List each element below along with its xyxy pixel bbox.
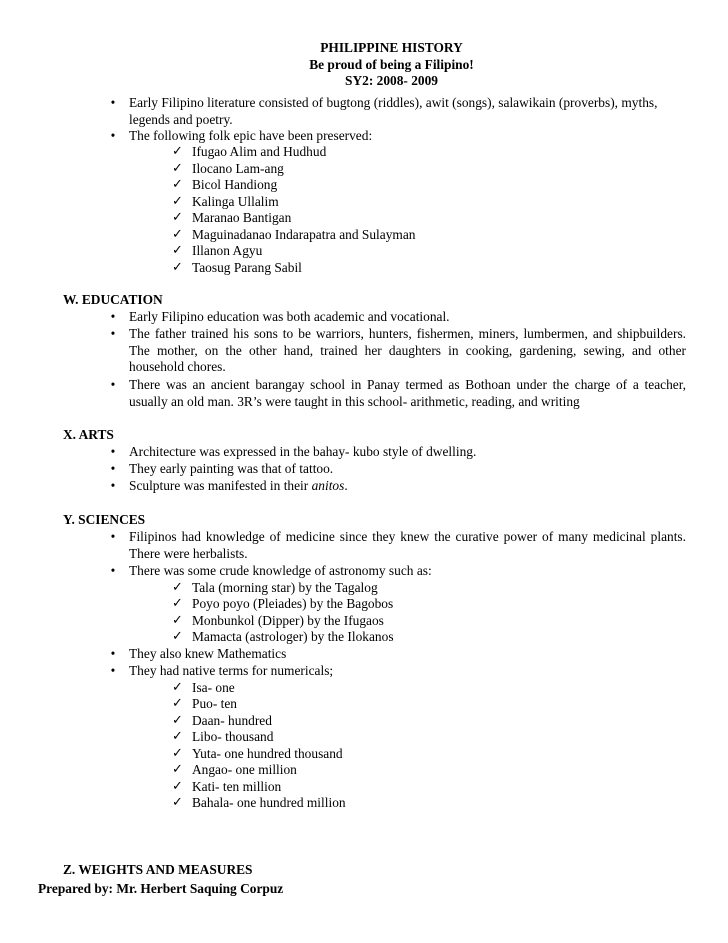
check-icon: ✓	[172, 580, 183, 595]
list-item: Bahala- one hundred million	[192, 795, 346, 810]
document-title: PHILIPPINE HISTORY	[320, 40, 463, 55]
list-item: Libo- thousand	[192, 729, 274, 744]
mathematics-text: They also knew Mathematics	[129, 646, 287, 661]
bullet-icon: •	[110, 444, 116, 459]
check-icon: ✓	[172, 729, 183, 744]
numerals-intro: They had native terms for numericals;	[129, 663, 334, 678]
education-text: There was an ancient barangay school in Panay termed as Bothoan under the charge of a teacher, usually an old man. 3R’s were taught in this school- arithmetic, reading, and writing	[129, 377, 686, 409]
list-item: Angao- one million	[192, 762, 297, 777]
bullet-icon: •	[110, 663, 116, 678]
check-icon: ✓	[172, 613, 183, 628]
section-title-weights: Z. WEIGHTS AND MEASURES	[63, 862, 253, 877]
folk-epic-intro: The following folk epic have been preserved:	[129, 128, 373, 143]
list-item: Kalinga Ullalim	[192, 194, 279, 209]
sculpture-prefix: Sculpture was manifested in their	[129, 478, 312, 493]
school-year: SY2: 2008- 2009	[345, 73, 438, 88]
check-icon: ✓	[172, 680, 183, 695]
list-item: Yuta- one hundred thousand	[192, 746, 343, 761]
list-item: Mamacta (astrologer) by the Ilokanos	[192, 629, 394, 644]
list-item: Taosug Parang Sabil	[192, 260, 302, 275]
list-item: Kati- ten million	[192, 779, 282, 794]
arts-text	[129, 478, 686, 495]
bullet-icon: •	[110, 529, 116, 544]
list-item: Maranao Bantigan	[192, 210, 292, 225]
list-item: Bicol Handiong	[192, 177, 278, 192]
list-item: Monbunkol (Dipper) by the Ifugaos	[192, 613, 384, 628]
bullet-icon: •	[110, 326, 116, 341]
document-header	[0, 40, 728, 90]
list-item: Puo- ten	[192, 696, 238, 711]
bullet-icon: •	[110, 478, 116, 493]
list-item: Tala (morning star) by the Tagalog	[192, 580, 378, 595]
sculpture-suffix: .	[344, 478, 348, 493]
list-item: Poyo poyo (Pleiades) by the Bagobos	[192, 596, 394, 611]
list-item: Isa- one	[192, 680, 235, 695]
list-item: Ifugao Alim and Hudhud	[192, 144, 327, 159]
literature-text: Early Filipino literature consisted of bugtong (riddles), awit (songs), salawikain (proverbs), myths, legends and poetry.	[129, 95, 658, 127]
list-item: Daan- hundred	[192, 713, 272, 728]
check-icon: ✓	[172, 144, 183, 159]
sculpture-italic: anitos	[311, 478, 345, 493]
check-icon: ✓	[172, 161, 183, 176]
arts-text: Architecture was expressed in the bahay- kubo style of dwelling.	[129, 444, 477, 459]
section-title-education: W. EDUCATION	[63, 292, 163, 307]
arts-text: They early painting was that of tattoo.	[129, 461, 334, 476]
check-icon: ✓	[172, 194, 183, 209]
bullet-icon: •	[110, 646, 116, 661]
check-icon: ✓	[172, 260, 183, 275]
document-subtitle: Be proud of being a Filipino!	[309, 56, 474, 72]
astronomy-intro: There was some crude knowledge of astronomy such as:	[129, 563, 432, 578]
list-item: Illanon Agyu	[192, 243, 263, 258]
bullet-icon: •	[110, 563, 116, 578]
check-icon: ✓	[172, 696, 183, 711]
check-icon: ✓	[172, 762, 183, 777]
check-icon: ✓	[172, 746, 183, 761]
check-icon: ✓	[172, 177, 183, 192]
check-icon: ✓	[172, 795, 183, 810]
check-icon: ✓	[172, 629, 183, 644]
section-title-sciences: Y. SCIENCES	[63, 512, 146, 527]
sciences-text: Filipinos had knowledge of medicine since they knew the curative power of many medicinal plants. There were herbalists.	[129, 529, 686, 561]
check-icon: ✓	[172, 596, 183, 611]
bullet-icon: •	[110, 461, 116, 476]
bullet-icon: •	[110, 377, 116, 392]
check-icon: ✓	[172, 227, 183, 242]
education-text: The father trained his sons to be warriors, hunters, fishermen, miners, lumbermen, and shipbuilders. The mother, on the other hand, trained her daughters in cooking, gardening, sewing, and other household chores.	[129, 326, 686, 375]
check-icon: ✓	[172, 779, 183, 794]
education-text: Early Filipino education was both academic and vocational.	[129, 309, 450, 324]
bullet-icon: •	[110, 95, 116, 110]
section-title-arts: X. ARTS	[63, 427, 114, 442]
check-icon: ✓	[172, 713, 183, 728]
list-item: Maguinadanao Indarapatra and Sulayman	[192, 227, 416, 242]
prepared-by-footer: Prepared by: Mr. Herbert Saquing Corpuz	[38, 881, 284, 896]
check-icon: ✓	[172, 243, 183, 258]
check-icon: ✓	[172, 210, 183, 225]
bullet-icon: •	[110, 128, 116, 143]
list-item: Ilocano Lam-ang	[192, 161, 284, 176]
bullet-icon: •	[110, 309, 116, 324]
